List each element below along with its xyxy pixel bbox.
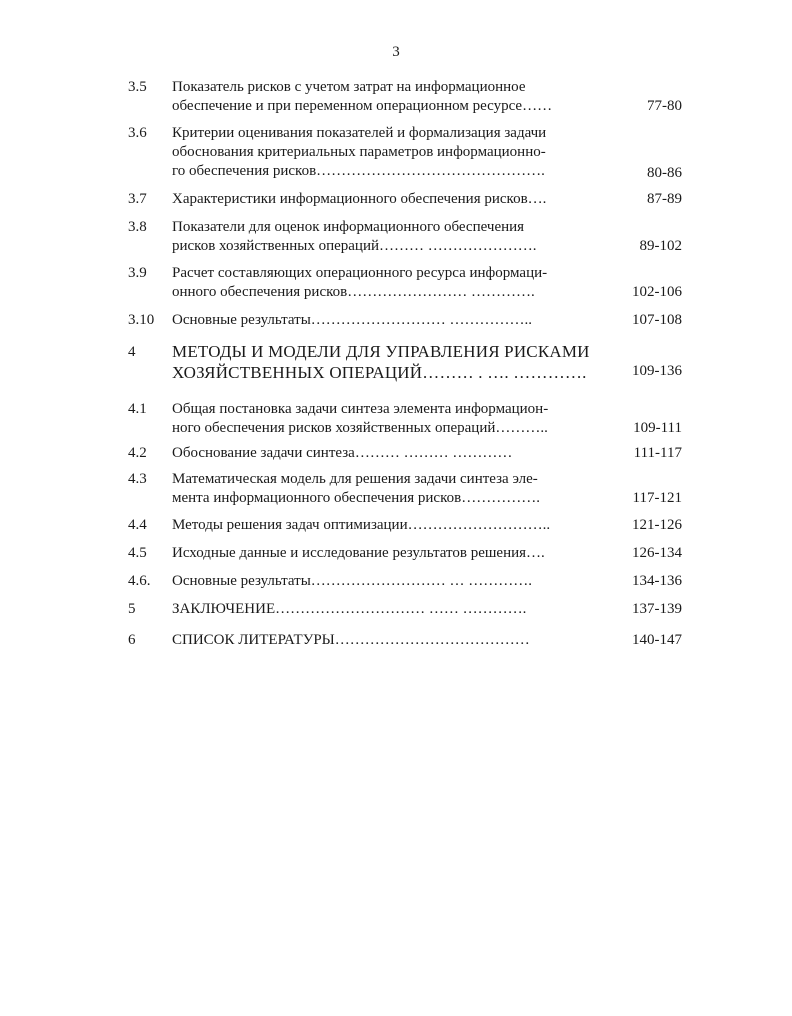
section-title: МЕТОДЫ И МОДЕЛИ ДЛЯ УПРАВЛЕНИЯ РИСКАМИ ХОЗЯЙСТВЕННЫХ ОПЕРАЦИЙ……… . …. …………. bbox=[172, 342, 590, 382]
page-range: 121-126 bbox=[632, 517, 682, 533]
section-number: 4.3 bbox=[128, 471, 147, 487]
page-range: 109-136 bbox=[632, 363, 682, 379]
section-number: 3.7 bbox=[128, 191, 147, 207]
page-range: 134-136 bbox=[632, 573, 682, 589]
page-range: 107-108 bbox=[632, 312, 682, 328]
section-number: 4.4 bbox=[128, 517, 147, 533]
section-title: СПИСОК ЛИТЕРАТУРЫ………………………………… bbox=[172, 632, 530, 648]
page-range: 126-134 bbox=[632, 545, 682, 561]
section-title: Общая постановка задачи синтеза элемента информацион- ного обеспечения рисков хозяйственных операций……….. bbox=[172, 401, 549, 436]
section-number: 6 bbox=[128, 632, 136, 648]
section-number: 3.9 bbox=[128, 265, 147, 281]
section-number: 4.1 bbox=[128, 401, 147, 417]
section-title: Критерии оценивания показателей и формализация задачи обоснования критериальных параметров информационно- го обеспечения рисков………………………………………. bbox=[172, 125, 547, 179]
section-title: Обоснование задачи синтеза……… ……… ………… bbox=[172, 445, 513, 461]
page-range: 111-117 bbox=[633, 445, 682, 461]
section-title: Исходные данные и исследование результатов решения…. bbox=[172, 545, 545, 561]
section-number: 3.6 bbox=[128, 125, 147, 141]
section-title: Основные результаты……………………… …………….. bbox=[172, 312, 533, 328]
page-range: 77-80 bbox=[647, 98, 682, 114]
page-range: 102-106 bbox=[632, 284, 682, 300]
page-range: 87-89 bbox=[647, 191, 682, 207]
section-title: Показатели для оценок информационного обеспечения рисков хозяйственных операций……… …………………. bbox=[172, 219, 537, 254]
page-range: 109-111 bbox=[633, 420, 682, 436]
section-number: 5 bbox=[128, 601, 136, 617]
page-range: 89-102 bbox=[639, 238, 682, 254]
page-range: 137-139 bbox=[632, 601, 682, 617]
section-title: Математическая модель для решения задачи синтеза эле- мента информационного обеспечения рисков……………. bbox=[172, 471, 540, 506]
section-title: ЗАКЛЮЧЕНИЕ………………………… …… …………. bbox=[172, 601, 527, 617]
section-number: 4.2 bbox=[128, 445, 147, 461]
section-number: 3.8 bbox=[128, 219, 147, 235]
section-title: Расчет составляющих операционного ресурса информаци- онного обеспечения рисков…………………… …………. bbox=[172, 265, 548, 300]
section-title: Характеристики информационного обеспечения рисков…. bbox=[172, 191, 547, 207]
section-title: Показатель рисков с учетом затрат на информационное обеспечение и при переменном операционном ресурсе…… bbox=[172, 79, 553, 114]
section-number: 4 bbox=[128, 344, 136, 360]
section-number: 4.6. bbox=[128, 573, 151, 589]
section-number: 4.5 bbox=[128, 545, 147, 561]
page-number: 3 bbox=[392, 44, 400, 60]
section-title: Основные результаты……………………… … …………. bbox=[172, 573, 533, 589]
page-range: 117-121 bbox=[632, 490, 682, 506]
page-range: 80-86 bbox=[647, 165, 682, 181]
section-number: 3.10 bbox=[128, 312, 155, 328]
page-range: 140-147 bbox=[632, 632, 682, 648]
section-number: 3.5 bbox=[128, 79, 147, 95]
section-title: Методы решения задач оптимизации……………………….. bbox=[172, 517, 551, 533]
